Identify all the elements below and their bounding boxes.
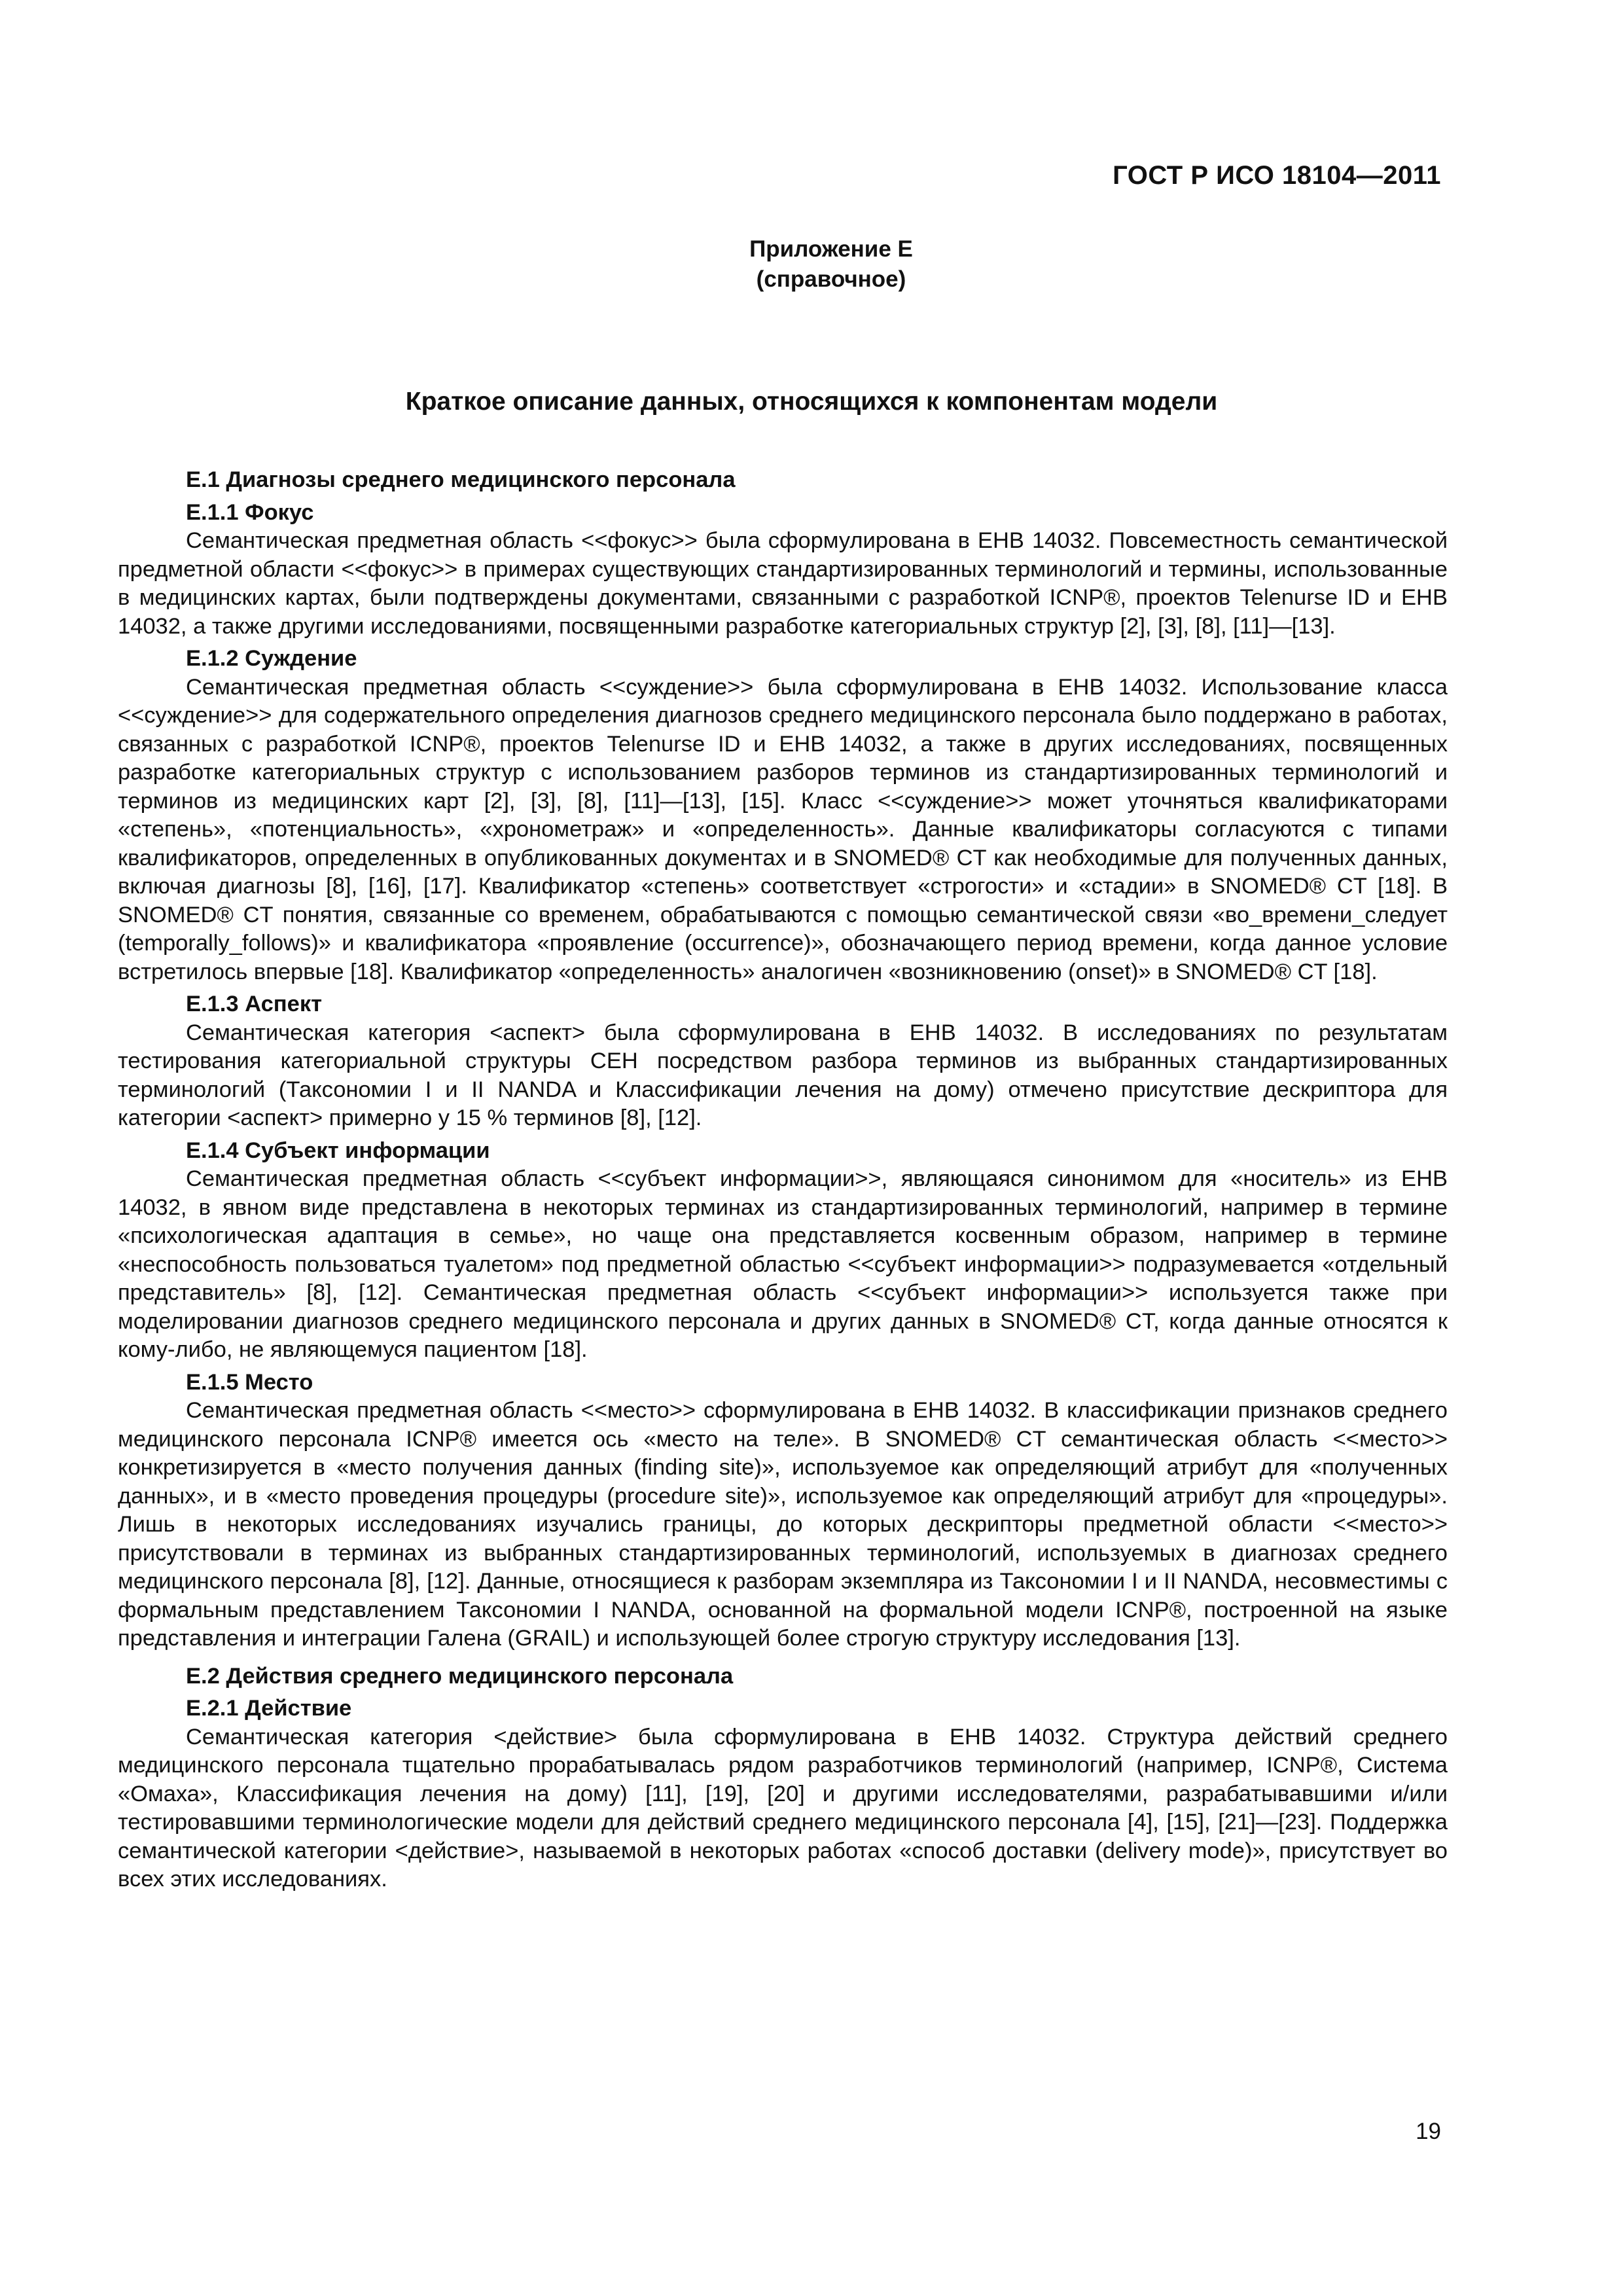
paragraph-e1-5: Семантическая предметная область <<место>> сформулирована в ЕНВ 14032. В классификации признаков среднего медицинского персонала ICNP® имеется ось «место на теле». В SNOMED® CT семантическая область <<место>> конкретизируется в «место получения данных (finding site)», используемое как определяющий атрибут для «полученных данных», и в «место проведения процедуры (procedure site)», используемое как определяющий атрибут для «процедуры». Лишь в некоторых исследованиях изучались границы, до которых дескрипторы предметной области <<место>> присутствовали в терминах из выбранных стандартизированных терминологий, используемых в диагнозах среднего медицинского персонала [8], [12]. Данные, относящиеся к разборам экземпляра из Таксономии I и II NANDA, несовместимы с формальным представлением Таксономии I NANDA, основанной на формальной модели ICNP®, построенной на языке представления и интеграции Галена (GRAIL) и использующей более строгую структуру исследования [13]. bbox=[118, 1398, 1448, 1651]
annex-heading bbox=[0, 234, 1623, 295]
standard-code: ГОСТ Р ИСО 18104—2011 bbox=[1113, 161, 1441, 190]
section-heading-e1-4: Е.1.4 Субъект информации bbox=[186, 1138, 490, 1163]
paragraph-e2-1: Семантическая категория <действие> была сформулирована в ЕНВ 14032. Структура действий среднего медицинского персонала тщательно прорабатывалась рядом разработчиков терминологий (например, ICNP®, Система «Омаха», Классификация лечения на дому) [11], [19], [20] и другими исследователями, разрабатывавшими и/или тестировавшими терминологические модели для действий среднего медицинского персонала [4], [15], [21]—[23]. Поддержка семантической категории <действие>, называемой в некоторых работах «способ доставки (delivery mode)», присутствует во всех этих исследованиях. bbox=[118, 1724, 1448, 1892]
paragraph-e1-4: Семантическая предметная область <<субъект информации>>, являющаяся синонимом для «носитель» из ЕНВ 14032, в явном виде представлена в некоторых терминах из стандартизированных терминологий, например в термине «психологическая адаптация в семье», но чаще она представляется косвенным образом, например в термине «неспособность пользоваться туалетом» под предметной областью <<субъект информации>> подразумевается «отдельный представитель» [8], [12]. Семантическая предметная область <<субъект информации>> используется также при моделировании диагнозов среднего медицинского персонала и других данных в SNOMED® CT, когда данные относятся к кому-либо, не являющемуся пациентом [18]. bbox=[118, 1166, 1448, 1362]
section-heading-e1-2: Е.1.2 Суждение bbox=[186, 646, 357, 671]
paragraph-e1-1: Семантическая предметная область <<фокус>> была сформулирована в ЕНВ 14032. Повсеместность семантической предметной области <<фокус>> в примерах существующих стандартизированных терминологий и термины, использованные в медицинских картах, были подтверждены документами, связанными с разработкой ICNP®, проектов Telenurse ID и ЕНВ 14032, а также другими исследованиями, посвященными разработке категориальных структур [2], [3], [8], [11]—[13]. bbox=[118, 528, 1448, 639]
page-title: Краткое описание данных, относящихся к компонентам модели bbox=[405, 387, 1218, 416]
annex-title: Приложение Е bbox=[749, 236, 913, 262]
annex-type: (справочное) bbox=[756, 266, 906, 292]
paragraph-e1-3: Семантическая категория <аспект> была сформулирована в ЕНВ 14032. В исследованиях по результатам тестирования категориальной структуры СЕН посредством разбора терминов из выбранных стандартизированных терминологий (Таксономии I и II NANDA и Классификации лечения на дому) отмечено присутствие дескриптора для категории <аспект> примерно у 15 % терминов [8], [12]. bbox=[118, 1020, 1448, 1130]
section-heading-e1-5: Е.1.5 Место bbox=[186, 1369, 313, 1395]
section-heading-e1-3: Е.1.3 Аспект bbox=[186, 992, 322, 1016]
section-heading-e2-1: Е.2.1 Действие bbox=[186, 1696, 352, 1721]
section-heading-e1-1: Е.1.1 Фокус bbox=[186, 499, 314, 525]
section-heading-e2: Е.2 Действия среднего медицинского персонала bbox=[186, 1663, 734, 1689]
paragraph-e1-2: Семантическая предметная область <<суждение>> была сформулирована в ЕНВ 14032. Использование класса <<суждение>> для содержательного определения диагнозов среднего медицинского персонала было поддержано в работах, связанных с разработкой ICNP®, проектов Telenurse ID и ЕНВ 14032, а также в других исследованиях, посвященных разработке категориальных структур с использованием разборов терминов из стандартизированных терминологий и терминов из медицинских карт [2], [3], [8], [11]—[13], [15]. Класс <<суждение>> может уточняться квалификаторами «степень», «потенциальность», «хронометраж» и «определенность». Данные квалификаторы согласуются с типами квалификаторов, определенных в опубликованных документах и в SNOMED® CT как необходимые для полученных данных, включая диагнозы [8], [16], [17]. Квалификатор «степень» соответствует «строгости» и «стадии» в SNOMED® CT [18]. В SNOMED® CT понятия, связанные со временем, обрабатываются с помощью семантической связи «во_времени_следует (temporally_follows)» и квалификатора «проявление (occurrence)», обозначающего период времени, когда данное условие встретилось впервые [18]. Квалификатор «определенность» аналогичен «возникновению (onset)» в SNOMED® CT [18]. bbox=[118, 674, 1448, 984]
document-body bbox=[118, 466, 1448, 1894]
section-heading-e1: Е.1 Диагнозы среднего медицинского персонала bbox=[186, 467, 736, 492]
page-number: 19 bbox=[1416, 2119, 1441, 2144]
